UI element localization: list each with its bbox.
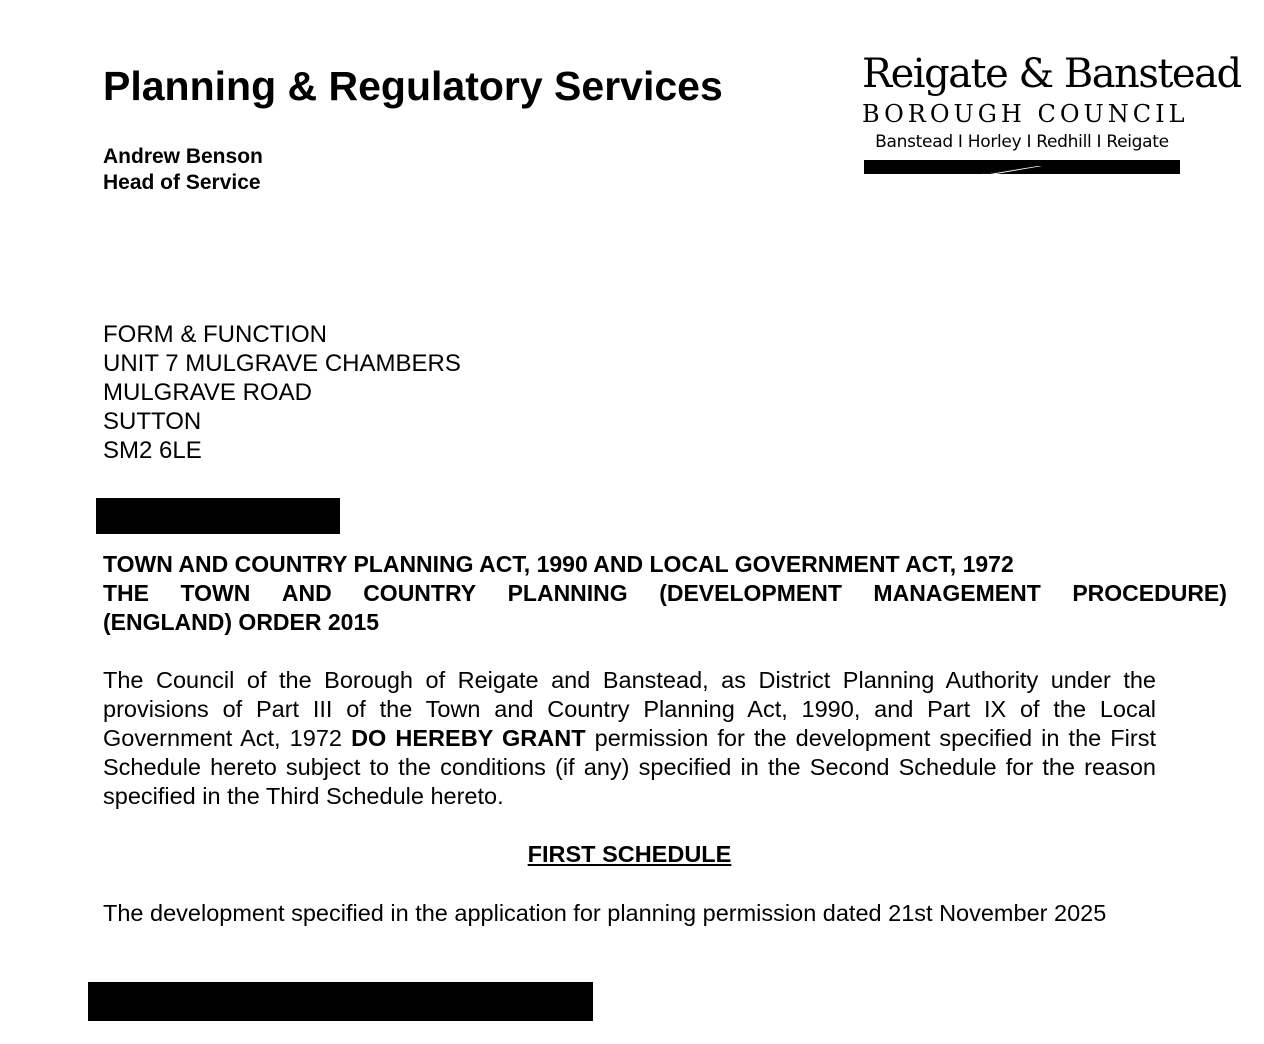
act-line: (ENGLAND) ORDER 2015 — [103, 609, 380, 635]
address-line: FORM & FUNCTION — [103, 321, 327, 348]
act-line — [103, 579, 1227, 608]
logo-subtitle: BOROUGH COUNCIL — [862, 100, 1189, 128]
first-schedule-heading: FIRST SCHEDULE — [527, 841, 732, 867]
act-word: AND — [281, 580, 332, 606]
department-title: Planning & Regulatory Services — [103, 63, 723, 109]
act-word: THE — [103, 580, 149, 606]
redaction-block — [96, 498, 340, 534]
address-line: SUTTON — [103, 408, 202, 435]
grant-emphasis: DO HEREBY GRANT — [351, 725, 586, 751]
recipient-address — [103, 320, 461, 465]
officer-name: Andrew Benson — [103, 145, 263, 168]
address-line: MULGRAVE ROAD — [103, 379, 312, 406]
logo-towns: Banstead I Horley I Redhill I Reigate — [875, 132, 1169, 152]
act-word: TOWN — [180, 580, 251, 606]
grant-text: The Council of the Borough of Reigate and Banstead, as District Planning Authority under the provisions of Part III of the Town and Country Planning Act, 1990, and Part IX of the Local Government Act, 1972 — [103, 667, 1156, 751]
act-word: COUNTRY — [363, 580, 477, 606]
act-word: (DEVELOPMENT — [659, 580, 842, 606]
act-word: PLANNING — [507, 580, 628, 606]
council-logo — [862, 51, 1241, 178]
grant-paragraph — [103, 666, 1156, 811]
address-line: SM2 6LE — [103, 437, 202, 464]
legislation-heading — [103, 550, 1227, 637]
redaction-block — [88, 982, 593, 1021]
address-line: UNIT 7 MULGRAVE CHAMBERS — [103, 350, 461, 377]
act-word: MANAGEMENT — [873, 580, 1041, 606]
officer-role: Head of Service — [103, 171, 261, 194]
grant-text: permission for the development specified in the First Schedule hereto subject to the conditions (if any) specified in the Second Schedule for the reason specified in the Third Schedule hereto. — [103, 725, 1156, 809]
first-schedule-text: The development specified in the application for planning permission dated 21st November 2025 — [103, 900, 1107, 926]
act-word: PROCEDURE) — [1072, 580, 1227, 606]
logo-swoosh-icon — [862, 158, 1182, 180]
logo-council-name: Reigate & Banstead — [862, 51, 1241, 97]
act-line: TOWN AND COUNTRY PLANNING ACT, 1990 AND LOCAL GOVERNMENT ACT, 1972 — [103, 551, 1014, 577]
officer-block — [103, 144, 263, 196]
